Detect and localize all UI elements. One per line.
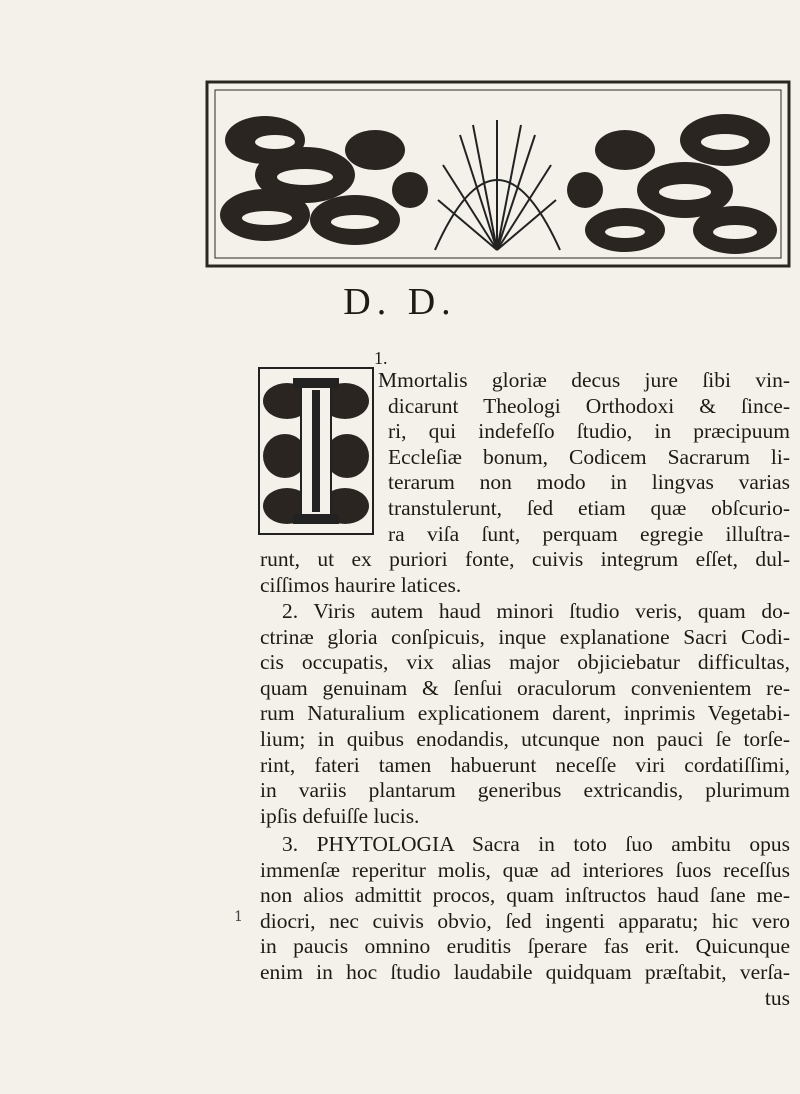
text-line: in paucis omnino eruditis ſperare fas erit. Quicunque bbox=[260, 934, 790, 959]
text-line: ra viſa ſunt, perquam egregie illuſtra- bbox=[388, 521, 790, 546]
text-line: ipſis defuiſſe lucis. bbox=[260, 803, 420, 828]
margin-mark: 1 bbox=[234, 909, 243, 925]
text-line: quam genuinam & ſenſui oraculorum convenientem re- bbox=[260, 675, 790, 700]
paragraph-2 bbox=[260, 599, 790, 829]
text-line: rum Naturalium explicationem darent, inprimis Vegetabi- bbox=[260, 701, 790, 726]
text-line: cis occupatis, vix alias major objiciebatur difficultas, bbox=[260, 650, 790, 675]
paragraph-3 bbox=[260, 832, 790, 1011]
text-line: Eccleſiæ bonum, Codicem Sacrarum li- bbox=[388, 444, 790, 469]
text-line: ri, qui indefeſſo ſtudio, in præcipuum bbox=[388, 419, 790, 444]
text-line: 2. Viris autem haud minori ſtudio veris, quam do- bbox=[282, 599, 790, 623]
text-line: immenſæ reperitur molis, quæ ad interiores ſuos receſſus bbox=[260, 857, 790, 882]
text-line: enim in hoc ſtudio laudabile quidquam præſtabit, verſa- bbox=[260, 959, 790, 984]
text-line: ciſſimos haurire latices. bbox=[260, 572, 462, 597]
headpiece-ornament bbox=[205, 80, 800, 270]
text-line: transtulerunt, ſed etiam quæ obſcurio- bbox=[388, 495, 790, 520]
text-line: runt, ut ex puriori fonte, cuivis integrum eſſet, dul- bbox=[260, 547, 790, 572]
text-line: in variis plantarum generibus extricandis, plurimum bbox=[260, 778, 790, 803]
text-line: 3. PHYTOLOGIA Sacra in toto ſuo ambitu opus bbox=[282, 832, 790, 856]
text-line: ctrinæ gloria conſpicuis, inque explanatione Sacri Codi- bbox=[260, 624, 790, 649]
text-line: non alios admittit procos, quam inſtructos haud ſane me- bbox=[260, 883, 790, 908]
text-line: diocri, nec cuivis obvio, ſed ingenti apparatu; hic vero bbox=[260, 908, 790, 933]
paragraph-1 bbox=[260, 368, 790, 598]
text-line: rint, fateri tamen habuerunt neceſſe viri cordatiſſimi, bbox=[260, 752, 790, 777]
section-number: 1. bbox=[374, 348, 388, 368]
page-header-title: D. D. bbox=[343, 281, 457, 323]
catchword: tus bbox=[764, 985, 790, 1010]
shell-motif bbox=[435, 120, 560, 250]
text-line: dicarunt Theologi Orthodoxi & ſince- bbox=[388, 393, 790, 418]
text-line: Mmortalis gloriæ decus jure ſibi vin- bbox=[378, 368, 790, 392]
text-line: terarum non modo in lingvas varias bbox=[388, 470, 790, 495]
text-line: lium; in quibus enodandis, utcunque non pauci ſe torſe- bbox=[260, 726, 790, 751]
